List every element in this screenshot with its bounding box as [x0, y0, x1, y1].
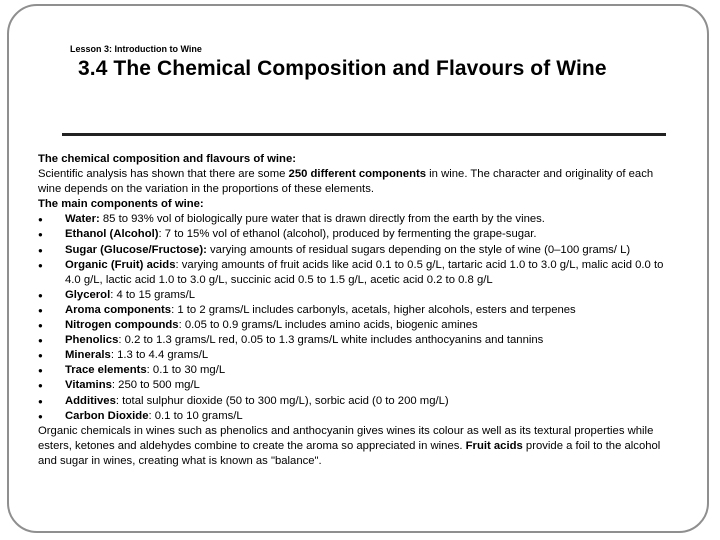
- component-detail: : total sulphur dioxide (50 to 300 mg/L), sorbic acid (0 to 200 mg/L): [115, 394, 449, 407]
- bullet-icon: ●: [38, 351, 43, 361]
- bullet-icon: ●: [38, 215, 43, 225]
- bullet-icon: ●: [38, 260, 43, 270]
- list-item: [38, 318, 678, 333]
- list-item: [38, 394, 678, 409]
- closing-text-1: Organic chemicals in wines such as phenolics and anthocyanin gives wines its colour as well as its textural properties while esters, ketones and aldehydes combine to create the aroma so appreciated in wines.: [38, 424, 654, 452]
- component-label: Ethanol (Alcohol): [65, 228, 159, 241]
- intro-paragraph: [38, 167, 678, 197]
- component-detail: : varying amounts of fruit acids like acid 0.1 to 0.5 g/L, tartaric acid 1.0 to 3.0 g/L, malic acid 0.0 to 4.0 g/L, lactic acid 1.0 to 3.0 g/L, succinic acid 0.5 to 1.5 g/L, acetic acid 0.2 to 0.8 g/L: [65, 258, 664, 286]
- component-detail: : 0.1 to 10 grams/L: [148, 409, 243, 422]
- closing-text-2: provide a foil to the alcohol and sugar in wines, creating what is known as "balance".: [38, 439, 661, 467]
- component-detail: : 0.2 to 1.3 grams/L red, 0.05 to 1.3 grams/L white includes anthocyanins and tannins: [118, 334, 544, 347]
- page-title: 3.4 The Chemical Composition and Flavours of Wine: [78, 57, 607, 80]
- closing-paragraph: [38, 424, 678, 469]
- component-label: Additives: [65, 394, 116, 407]
- list-item: [38, 409, 678, 424]
- component-detail: : 7 to 15% vol of ethanol (alcohol), produced by fermenting the grape-sugar.: [158, 228, 537, 241]
- component-detail: varying amounts of residual sugars depending on the style of wine (0–100 grams/ L): [206, 243, 631, 256]
- list-item: [38, 348, 678, 363]
- component-label: Water:: [65, 213, 100, 226]
- list-item: [38, 258, 678, 288]
- closing-highlight: Fruit acids: [465, 439, 523, 452]
- bullet-icon: ●: [38, 381, 43, 391]
- bullet-icon: ●: [38, 230, 43, 240]
- component-label: Organic (Fruit) acids: [65, 258, 176, 271]
- list-item: [38, 363, 678, 378]
- section-heading: The chemical composition and flavours of wine:: [38, 153, 296, 165]
- component-detail: : 250 to 500 mg/L: [111, 379, 200, 392]
- component-detail: : 1 to 2 grams/L includes carbonyls, acetals, higher alcohols, esters and terpenes: [171, 303, 576, 316]
- component-detail: : 0.05 to 0.9 grams/L includes amino acids, biogenic amines: [178, 319, 478, 332]
- bullet-icon: ●: [38, 396, 43, 406]
- component-label: Glycerol: [65, 288, 111, 301]
- bullet-icon: ●: [38, 336, 43, 346]
- bullet-icon: ●: [38, 245, 43, 255]
- components-heading: The main components of wine:: [38, 198, 204, 211]
- bullet-icon: ●: [38, 305, 43, 315]
- component-label: Trace elements: [65, 364, 147, 377]
- intro-highlight: 250 different components: [288, 168, 427, 181]
- title-divider: [62, 133, 666, 136]
- component-detail: : 1.3 to 4.4 grams/L: [110, 349, 209, 362]
- list-item: [38, 212, 678, 227]
- component-label: Aroma components: [65, 303, 172, 316]
- intro-text-2: in wine. The character and originality of each wine depends on the variation in the proportions of these elements.: [38, 168, 654, 196]
- component-label: Carbon Dioxide: [65, 409, 149, 422]
- list-item: [38, 227, 678, 242]
- component-detail: : 0.1 to 30 mg/L: [146, 364, 226, 377]
- list-item: [38, 243, 678, 258]
- component-detail: : 4 to 15 grams/L: [110, 288, 195, 301]
- list-item: [38, 288, 678, 303]
- component-label: Nitrogen compounds: [65, 319, 179, 332]
- bullet-icon: ●: [38, 411, 43, 421]
- intro-text-1: Scientific analysis has shown that there are some: [38, 168, 289, 181]
- component-label: Vitamins: [65, 379, 112, 392]
- component-label: Phenolics: [65, 334, 119, 347]
- bullet-icon: ●: [38, 321, 43, 331]
- slide-content: [38, 152, 678, 469]
- list-item: [38, 378, 678, 393]
- lesson-label: Lesson 3: Introduction to Wine: [70, 44, 202, 54]
- list-item: [38, 303, 678, 318]
- component-label: Sugar (Glucose/Fructose):: [65, 243, 207, 256]
- bullet-icon: ●: [38, 366, 43, 376]
- list-item: [38, 333, 678, 348]
- component-label: Minerals: [65, 349, 111, 362]
- components-list: [38, 212, 678, 423]
- component-detail: 85 to 93% vol of biologically pure water that is drawn directly from the earth by the vines.: [99, 213, 545, 226]
- bullet-icon: ●: [38, 290, 43, 300]
